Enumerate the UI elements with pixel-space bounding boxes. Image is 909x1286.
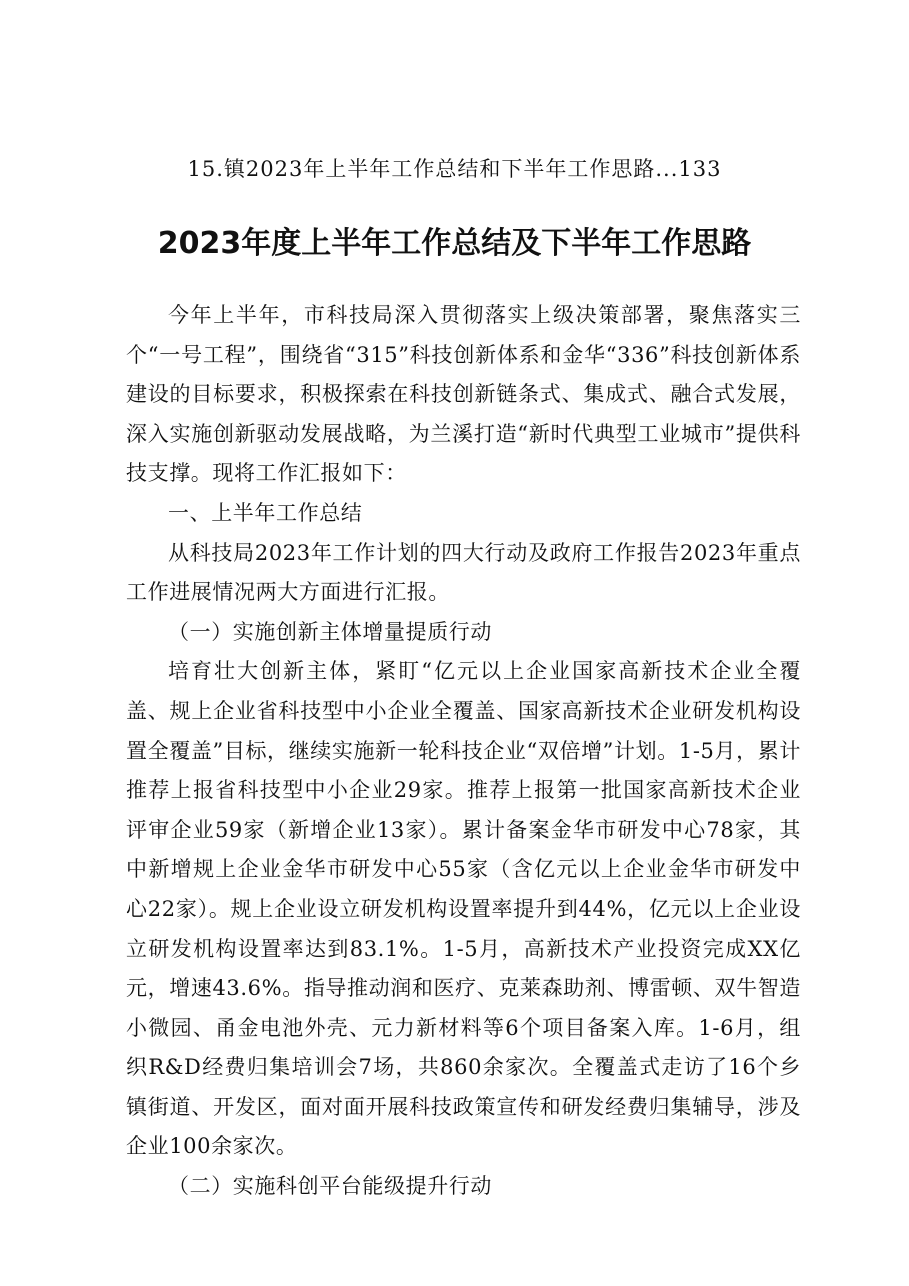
subsection-heading: （一）实施创新主体增量提质行动 — [168, 619, 492, 644]
toc-entry: 15.镇2023年上半年工作总结和下半年工作思路...133 — [187, 157, 722, 181]
body-paragraph: 从科技局2023年工作计划的四大行动及政府工作报告2023年重点工作进展情况两大方面进行汇报。 — [126, 540, 801, 605]
subsection-heading: （二）实施科创平台能级提升行动 — [168, 1174, 492, 1199]
document-title: 2023年度上半年工作总结及下半年工作思路 — [157, 226, 752, 261]
document-body — [126, 296, 801, 1207]
body-paragraph: 培育壮大创新主体，紧盯“亿元以上企业国家高新技术企业全覆盖、规上企业省科技型中小企业全覆盖、国家高新技术企业研发机构设置全覆盖”目标，继续实施新一轮科技企业“双倍增”计划。1-5月，累计推荐上报省科技型中小企业29家。推荐上报第一批国家高新技术企业评审企业59家（新增企业13家）。累计备案金华市研发中心78家，其中新增规上企业金华市研发中心55家（含亿元以上企业金华市研发中心22家）。规上企业设立研发机构设置率提升到44%，亿元以上企业设立研发机构设置率达到83.1%。1-5月，高新技术产业投资完成XX亿元，增速43.6%。指导推动润和医疗、克莱森助剂、博雷顿、双牛智造小微园、甬金电池外壳、元力新材料等6个项目备案入库。1-6月，组织R&D经费归集培训会7场，共860余家次。全覆盖式走访了16个乡镇街道、开发区，面对面开展科技政策宣传和研发经费归集辅导，涉及企业100余家次。 — [126, 659, 801, 1159]
section-heading: 一、上半年工作总结 — [168, 500, 363, 525]
intro-paragraph: 今年上半年，市科技局深入贯彻落实上级决策部署，聚焦落实三个“一号工程”，围绕省“315”科技创新体系和金华“336”科技创新体系建设的目标要求，积极探索在科技创新链条式、集成式、融合式发展，深入实施创新驱动发展战略，为兰溪打造“新时代典型工业城市”提供科技支撑。现将工作汇报如下： — [126, 303, 801, 486]
